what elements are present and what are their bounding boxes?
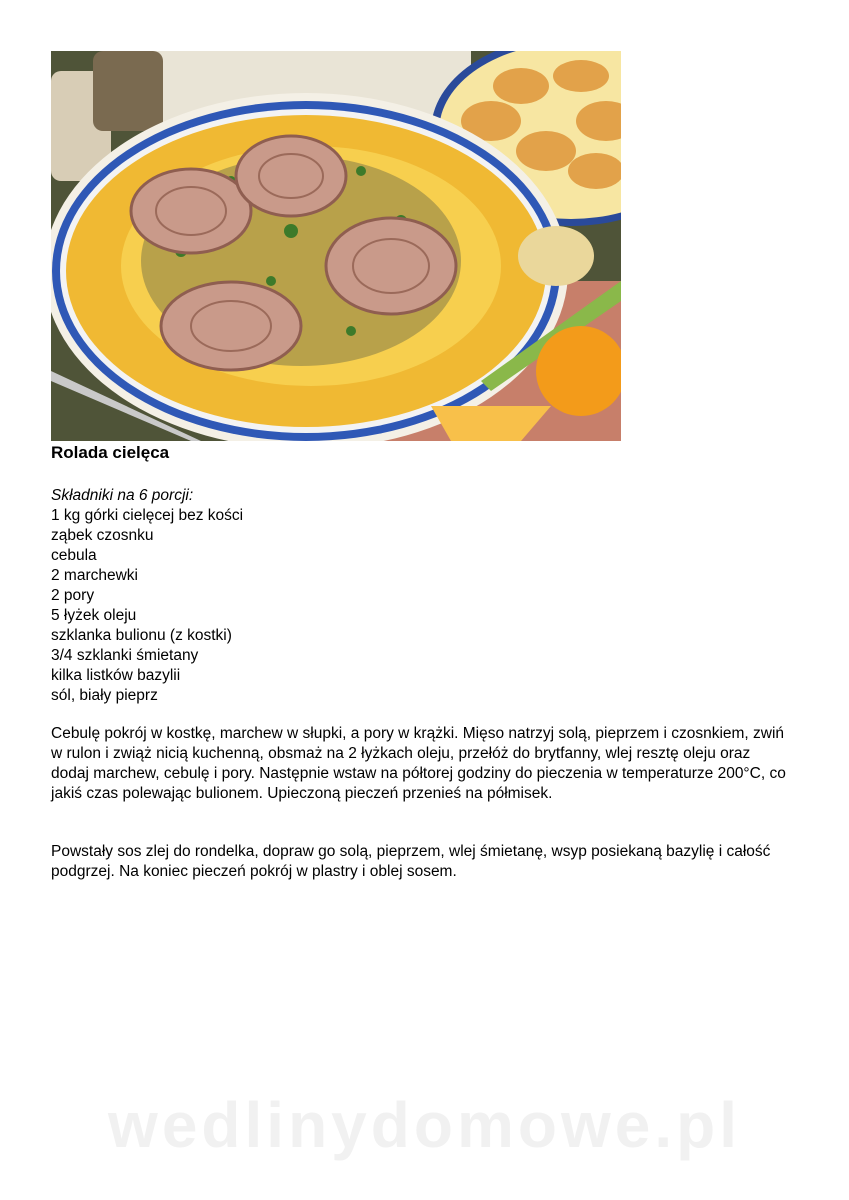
ingredient-item: ząbek czosnku (51, 527, 154, 544)
ingredient-item: sól, biały pieprz (51, 687, 158, 704)
recipe-photo (51, 51, 621, 441)
instructions-paragraph-2: Powstały sos zlej do rondelka, dopraw go solą, pieprzem, wlej śmietanę, wsyp posiekaną bazylię i całość podgrzej. Na koniec pieczeń pokrój w plastry i oblej sosem. (51, 843, 771, 880)
ingredient-item: 2 marchewki (51, 567, 138, 584)
ingredients-heading: Składniki na 6 porcji: (51, 487, 194, 504)
ingredient-item: 3/4 szklanki śmietany (51, 647, 199, 664)
ingredients-list (51, 486, 243, 706)
instructions-paragraph-1: Cebulę pokrój w kostkę, marchew w słupki, a pory w krążki. Mięso natrzyj solą, pieprzem i czosnkiem, zwiń w rulon i zwiąż nicią kuchenną, obsmaż na 2 łyżkach oleju, przełóż do brytfanny, wlej resztę oleju oraz dodaj marchew, cebulę i pory. Następnie wstaw na półtorej godziny do pieczenia w temperaturze 200°C, co jakiś czas polewając bulionem. Upieczoną pieczeń przenieś na półmisek. (51, 725, 786, 802)
recipe-title: Rolada cielęca (51, 443, 170, 462)
ingredient-item: szklanka bulionu (z kostki) (51, 627, 232, 644)
ingredient-item: cebula (51, 547, 97, 564)
site-watermark: wedlinydomowe.pl (108, 1089, 741, 1161)
ingredient-item: 5 łyżek oleju (51, 607, 137, 624)
ingredient-item: 1 kg górki cielęcej bez kości (51, 507, 244, 524)
ingredient-item: kilka listków bazylii (51, 667, 181, 684)
ingredient-item: 2 pory (51, 587, 95, 604)
